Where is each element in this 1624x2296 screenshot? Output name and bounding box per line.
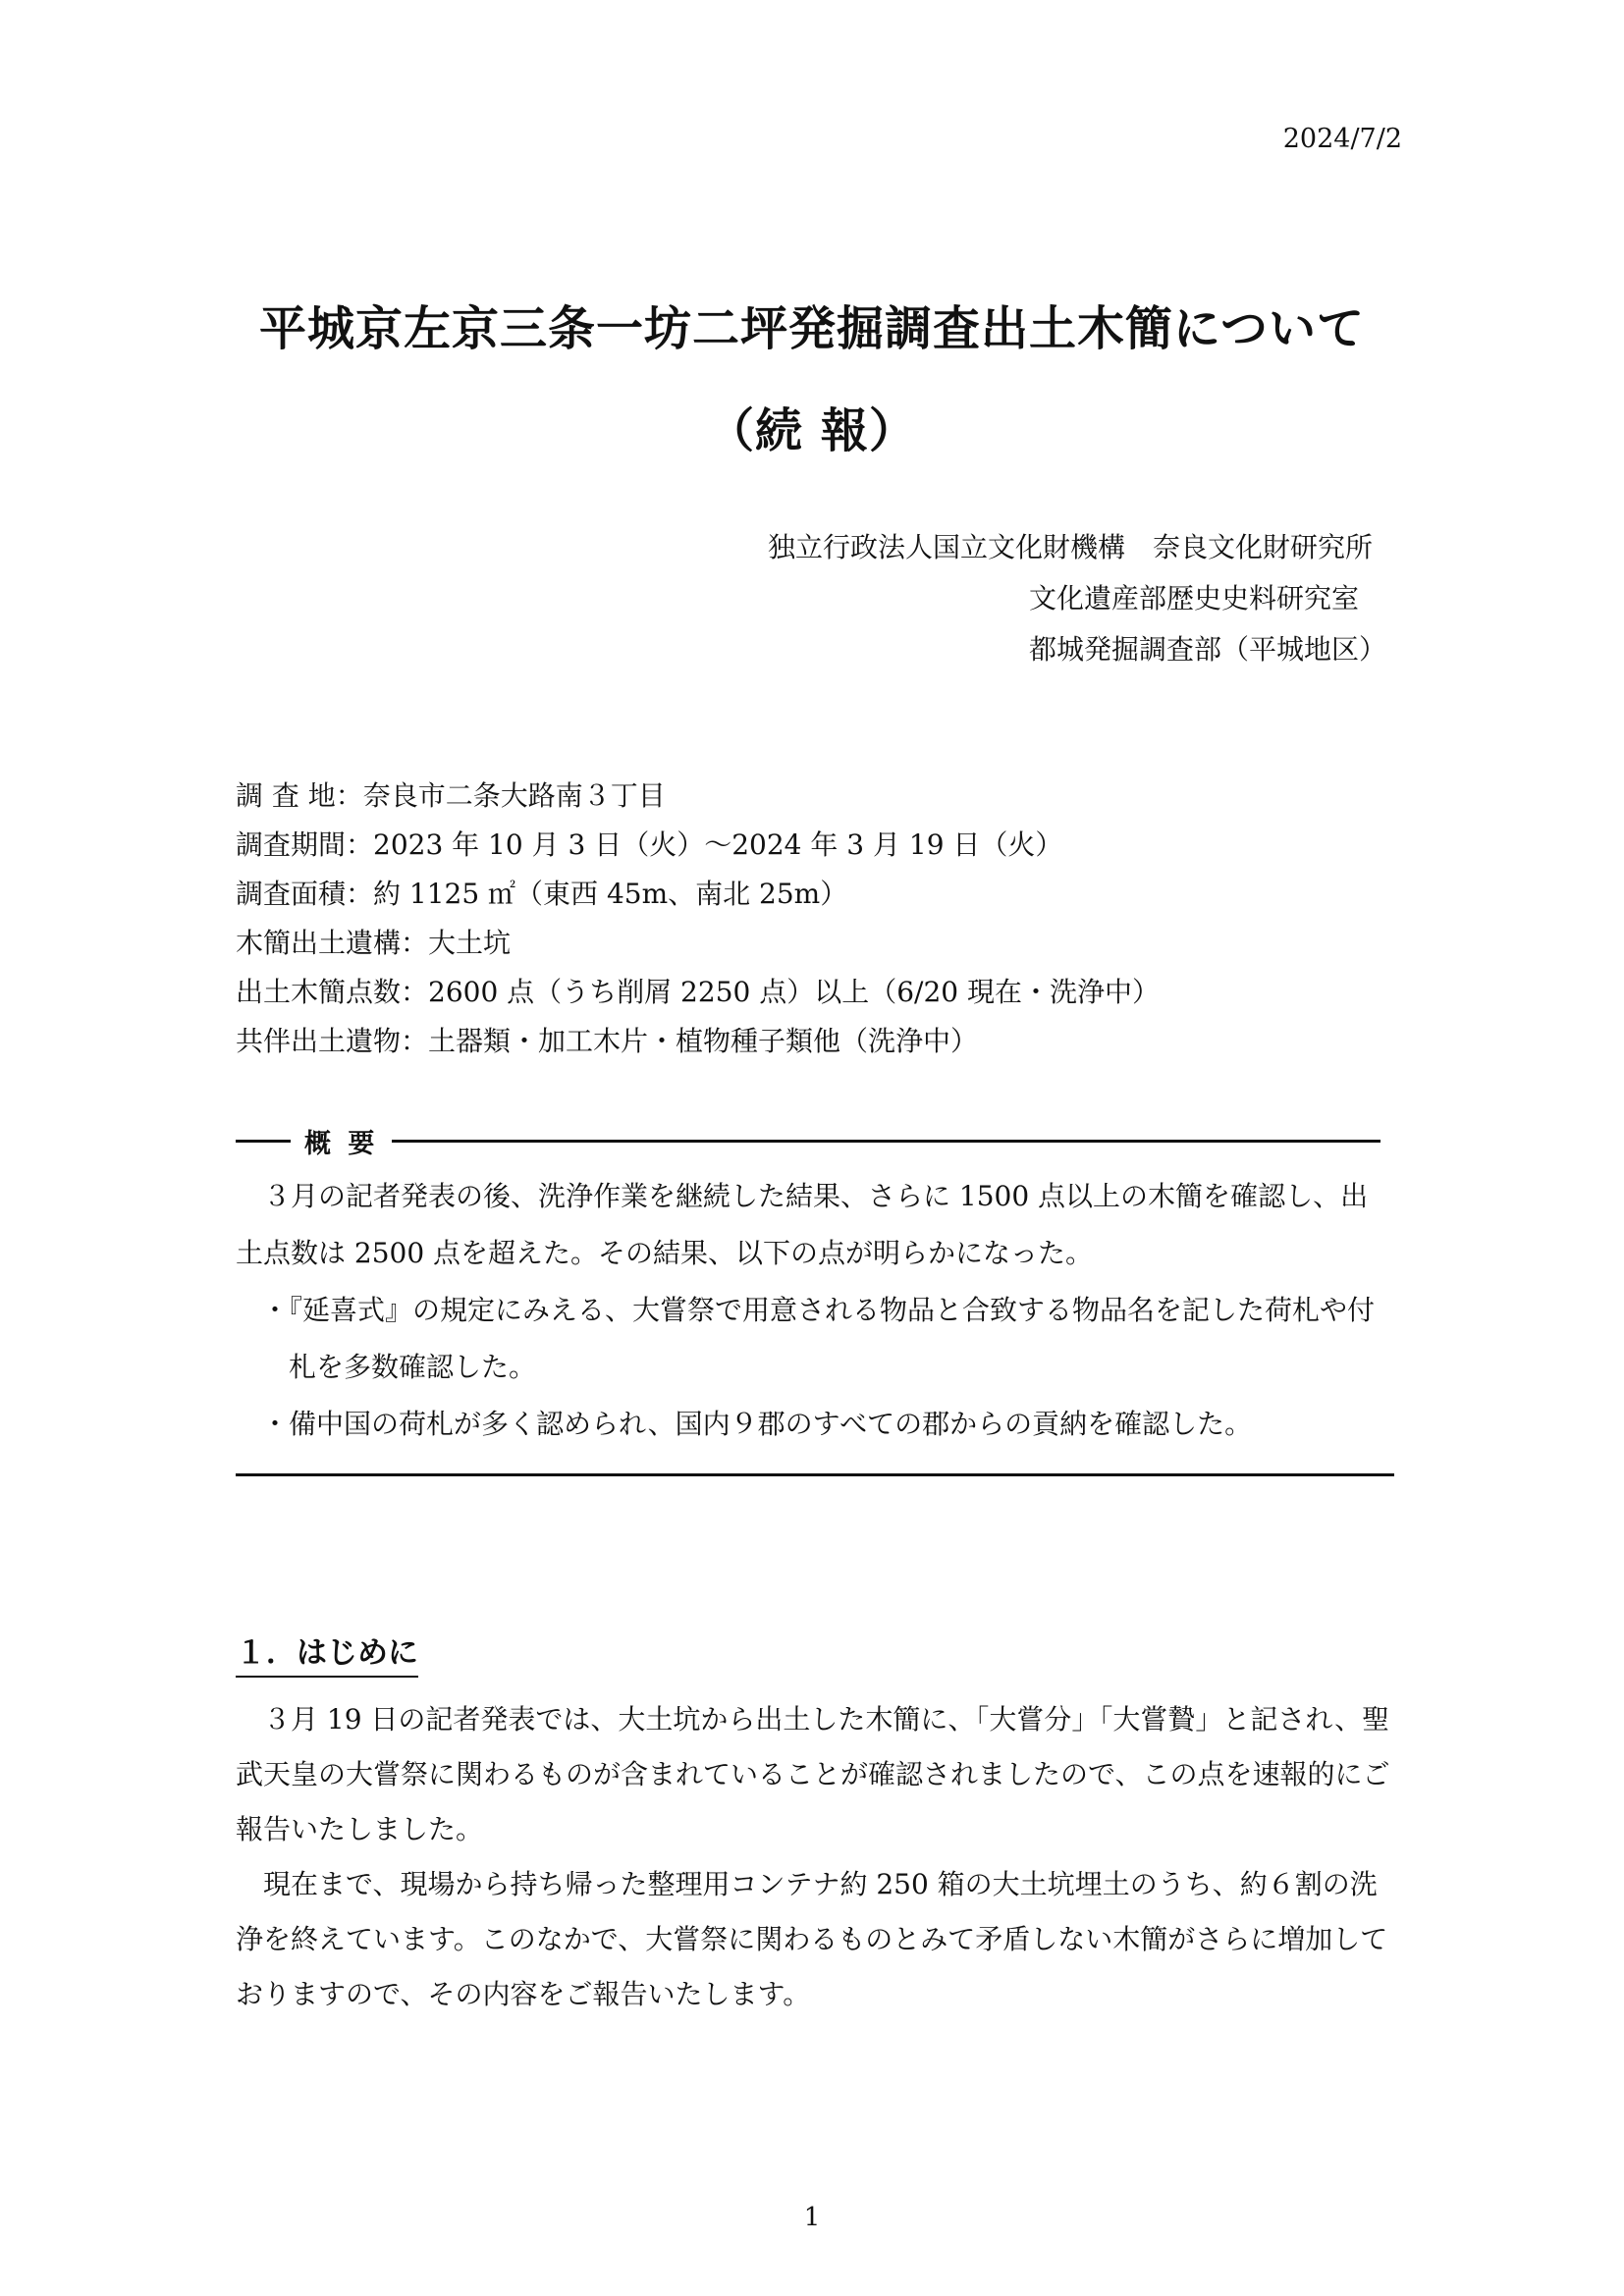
info-survey-location: 調 査 地：奈良市二条大路南３丁目	[236, 779, 666, 812]
document-date: 2024/7/2	[1282, 124, 1402, 154]
body-paragraph: ３月 19 日の記者発表では、大土坑から出土した木簡に、「大嘗分」「大嘗贄」と記され、聖武天皇の大嘗祭に関わるものが含まれていることが確認されましたので、この点を速報的にご報告いたしました。	[236, 1703, 1390, 1845]
info-survey-area: 調査面積：約 1125 ㎡（東西 45m、南北 25m）	[236, 878, 848, 910]
affiliation-division: 都城発掘調査部（平城地区）	[1029, 633, 1387, 666]
summary-rule-right	[392, 1140, 1380, 1143]
affiliation-department: 文化遺産部歴史史料研究室	[1029, 582, 1360, 614]
body-paragraph: 現在まで、現場から持ち帰った整理用コンテナ約 250 箱の大土坑埋土のうち、約６割の洗浄を終えています。このなかで、大嘗祭に関わるものとみて矛盾しない木簡がさらに増加しておりますので、その内容をご報告いたします。	[236, 1868, 1388, 2010]
summary-bullet: ・備中国の荷札が多く認められ、国内９郡のすべての郡からの貢納を確認した。	[261, 1408, 1253, 1440]
info-tablet-count: 出土木簡点数：2600 点（うち削屑 2250 点）以上（6/20 現在・洗浄中）	[236, 976, 1160, 1008]
info-associated-artifacts: 共伴出土遺物：土器類・加工木片・植物種子類他（洗浄中）	[236, 1025, 979, 1057]
info-excavation-feature: 木簡出土遺構：大土坑	[236, 927, 512, 959]
page-number: 1	[803, 2203, 821, 2232]
survey-info	[236, 772, 1160, 1066]
section-body-introduction	[236, 1692, 1394, 2022]
summary-body	[236, 1168, 1394, 1453]
document-title: 平城京左京三条一坊二坪発掘調査出土木簡について	[258, 301, 1366, 356]
summary-bullet: ・『延喜式』の規定にみえる、大嘗祭で用意される物品と合致する物品名を記した荷札や付札を多数確認した。	[261, 1294, 1376, 1383]
info-survey-period: 調査期間：2023 年 10 月 3 日（火）～2024 年 3 月 19 日（火）	[236, 828, 1063, 861]
summary-rule-left	[236, 1140, 291, 1143]
affiliation-organization: 独立行政法人国立文化財機構 奈良文化財研究所	[768, 531, 1374, 563]
summary-label: 概 要	[304, 1128, 379, 1159]
summary-header	[236, 1123, 1380, 1158]
section-heading-introduction: １．はじめに	[236, 1628, 418, 1678]
document-subtitle: （続 報）	[707, 403, 917, 458]
summary-bottom-rule	[236, 1473, 1394, 1476]
summary-paragraph: ３月の記者発表の後、洗浄作業を継続した結果、さらに 1500 点以上の木簡を確認し、出土点数は 2500 点を超えた。その結果、以下の点が明らかになった。	[236, 1180, 1369, 1269]
